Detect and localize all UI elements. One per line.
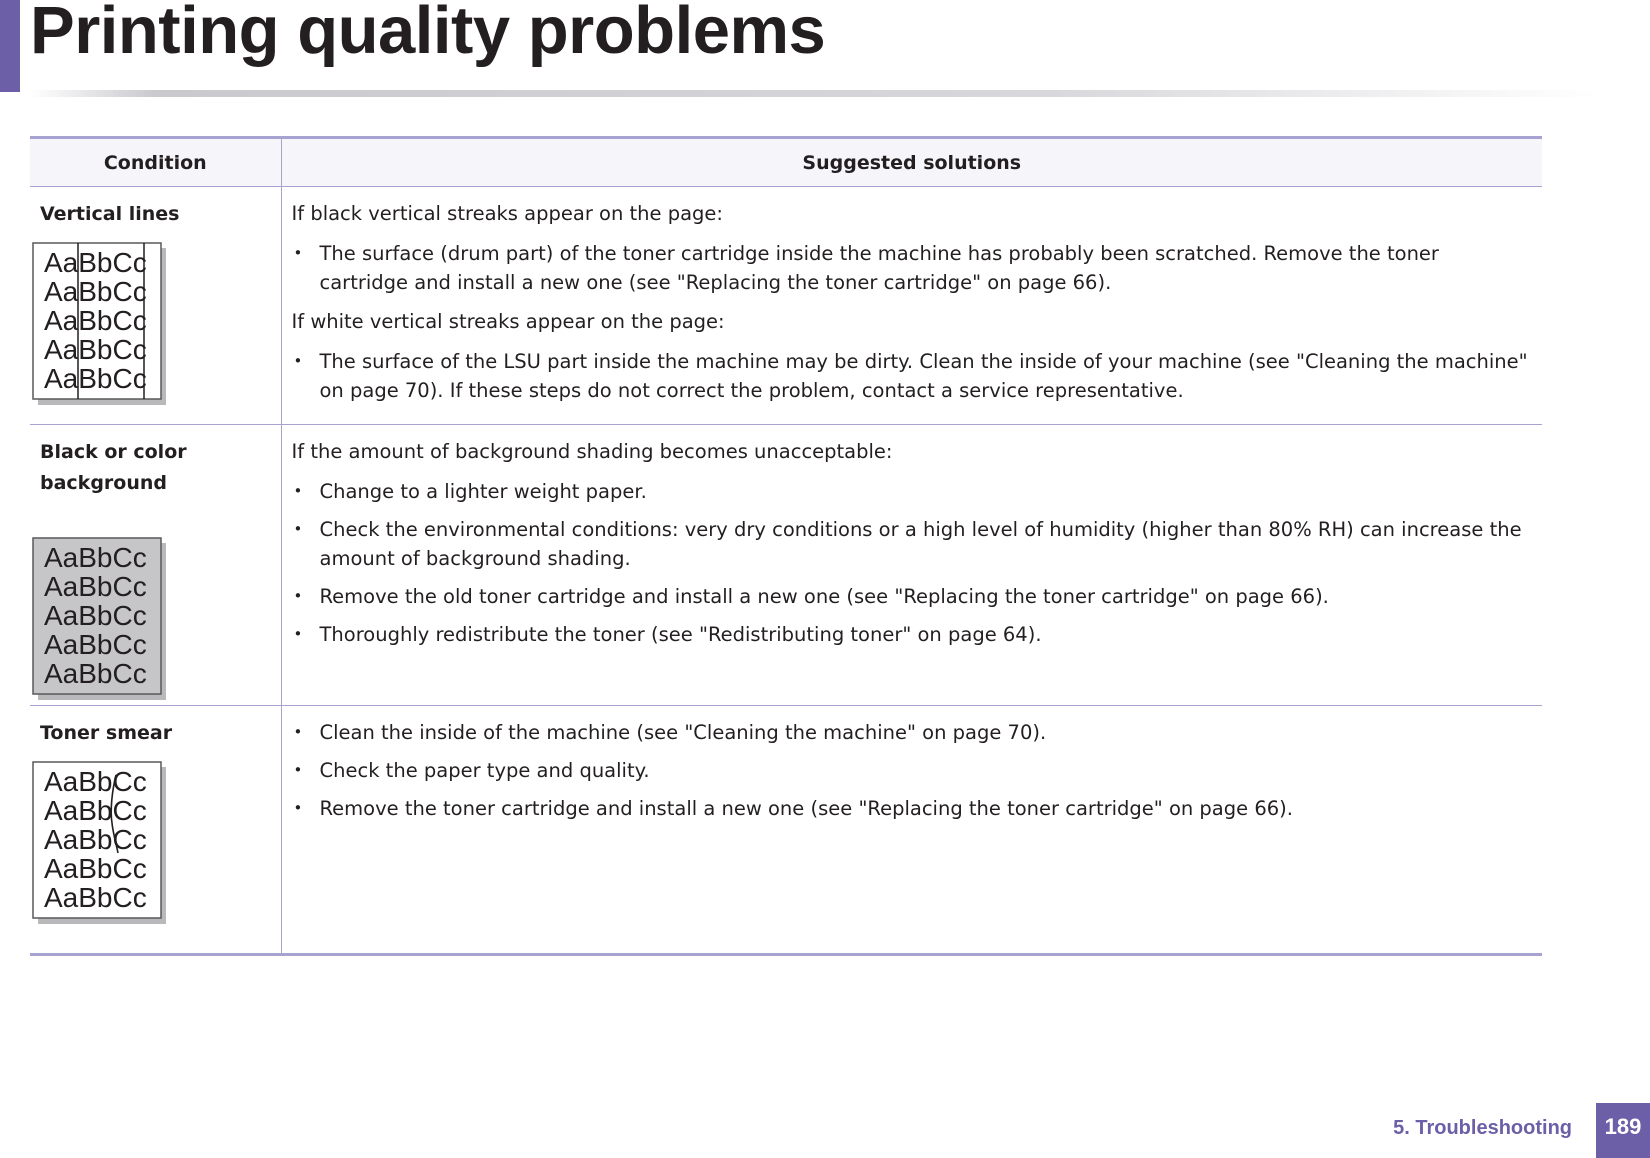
solution-cell [281,706,1542,955]
condition-cell [30,187,281,425]
solution-text: If white vertical streaks appear on the page: [291,310,725,333]
solution-cell [281,187,1542,425]
table-header-row [30,138,1542,187]
solution-item: • Clean the inside of the machine (see "Cleaning the machine" on page 70). [292,718,1531,747]
solution-item: • Remove the toner cartridge and install a new one (see "Replacing the toner cartridge" on page 66). [292,794,1531,823]
solution-item: • Check the paper type and quality. [292,756,1531,785]
toner-smear-sample-image [32,761,172,926]
solution-list [292,347,1531,405]
condition-cell [30,706,281,955]
background-shading-sample-image [32,537,172,702]
solution-cell [281,425,1542,706]
printing-problems-table [30,136,1542,956]
table-row [30,706,1542,955]
solution-item: • Check the environmental conditions: very dry conditions or a high level of humidity (higher than 80% RH) can increase the amount of background shading. [292,515,1531,573]
condition-label: Black or color background [40,441,187,494]
vertical-lines-sample-image [32,242,172,407]
condition-cell [30,425,281,706]
solution-list [292,477,1531,649]
sample-text-line: AaBbCc [44,824,147,855]
sample-text-line: AaBbCc [44,276,147,307]
solution-item: • Change to a lighter weight paper. [292,477,1531,506]
sample-text-line: AaBbCc [44,766,147,797]
sample-text-line: AaBbCc [44,795,147,826]
solution-text: If the amount of background shading becomes unacceptable: [291,440,893,463]
solution-item: • Remove the old toner cartridge and install a new one (see "Replacing the toner cartridge" on page 66). [292,582,1531,611]
sample-text-line: AaBbCc [44,247,147,278]
sample-text-line: AaBbCc [44,363,147,394]
solution-item: • The surface of the LSU part inside the machine may be dirty. Clean the inside of your machine (see "Cleaning the machine" on page 70). If these steps do not correct the problem, contact a service representative. [292,347,1531,405]
sample-text-line: AaBbCc [44,658,147,689]
page-number: 189 [1596,1103,1650,1158]
sample-text-line: AaBbCc [44,629,147,660]
header-suggested-solutions: Suggested solutions [281,138,1542,187]
sample-text-line: AaBbCc [44,305,147,336]
title-accent-bar [0,0,20,92]
solution-item: • The surface (drum part) of the toner cartridge inside the machine has probably been scratched. Remove the toner cartridge and install a new one (see "Replacing the toner cartridge" on page 66). [292,239,1531,297]
sample-text-line: AaBbCc [44,853,147,884]
condition-label: Vertical lines [40,203,180,225]
chapter-label: 5. Troubleshooting [1393,1117,1572,1139]
sample-text-line: AaBbCc [44,600,147,631]
table-row [30,187,1542,425]
solution-list [292,239,1531,297]
solution-list [292,718,1531,823]
solution-text: If black vertical streaks appear on the page: [291,202,723,225]
table-row [30,425,1542,706]
page-title: Printing quality problems [30,0,826,68]
title-underline [30,90,1600,97]
sample-text-line: AaBbCc [44,882,147,913]
solution-item: • Thoroughly redistribute the toner (see "Redistributing toner" on page 64). [292,620,1531,649]
sample-text-line: AaBbCc [44,542,147,573]
sample-text-line: AaBbCc [44,571,147,602]
condition-label: Toner smear [40,722,173,744]
header-condition: Condition [30,138,281,187]
sample-text-line: AaBbCc [44,334,147,365]
